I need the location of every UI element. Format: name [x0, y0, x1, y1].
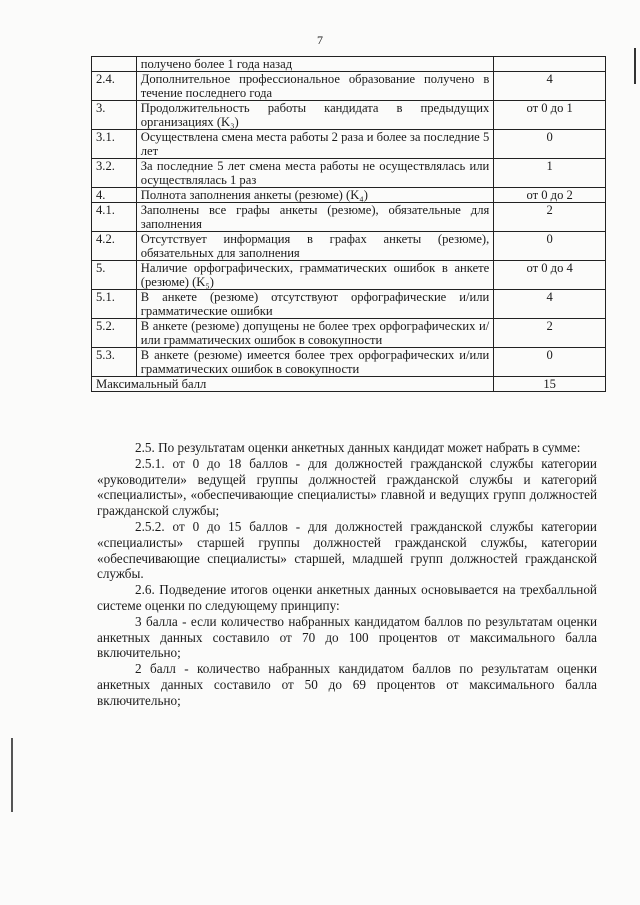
row-score: 0: [494, 232, 606, 261]
paragraph-2-5-2: 2.5.2. от 0 до 15 баллов - для должностей гражданской службы категории «специалисты» старшей группы должностей гражданской службы, категории «обеспечивающие специалисты» старшей, младшей групп должностей гражданской службы.: [97, 518, 597, 582]
row-score: 0: [494, 130, 606, 159]
row-criterion: В анкете (резюме) имеется более трех орфографических и/или грамматических ошибок в совокупности: [136, 348, 494, 377]
document-body: [97, 440, 597, 709]
row-number: 5.3.: [92, 348, 137, 377]
table-row: [92, 348, 606, 377]
row-score: 0: [494, 348, 606, 377]
row-criterion: Полнота заполнения анкеты (резюме) (K₄): [136, 188, 494, 203]
table-row: [92, 232, 606, 261]
paragraph-2-5-1: 2.5.1. от 0 до 18 баллов - для должностей гражданской службы категории «руководители» ведущей группы должностей гражданской службы и категорий «специалисты», «обеспечивающие специалисты» главной и ведущих групп должностей гражданской службы;: [97, 455, 597, 519]
row-score: от 0 до 2: [494, 188, 606, 203]
page-number: 7: [317, 33, 323, 47]
row-number: 4.: [92, 188, 137, 203]
row-criterion: Заполнены все графы анкеты (резюме), обязательные для заполнения: [136, 203, 494, 232]
paragraph-three-points: 3 балла - если количество набранных кандидатом баллов по результатам оценки анкетных данных составило от 70 до 100 процентов от максимального балла включительно;: [97, 613, 597, 661]
total-value: 15: [494, 377, 606, 392]
row-number: 5.: [92, 261, 137, 290]
row-score: 1: [494, 159, 606, 188]
row-score: 4: [494, 290, 606, 319]
row-number: 5.2.: [92, 319, 137, 348]
table-total-row: [92, 377, 606, 392]
row-number: [92, 57, 137, 72]
table-row: [92, 188, 606, 203]
scoring-table: [91, 56, 606, 392]
row-criterion: Отсутствует информация в графах анкеты (резюме), обязательных для заполнения: [136, 232, 494, 261]
row-score: 4: [494, 72, 606, 101]
row-criterion: Дополнительное профессиональное образование получено в течение последнего года: [136, 72, 494, 101]
row-number: 4.2.: [92, 232, 137, 261]
row-number: 3.2.: [92, 159, 137, 188]
row-criterion: Наличие орфографических, грамматических ошибок в анкете (резюме) (K₅): [136, 261, 494, 290]
row-score: 2: [494, 319, 606, 348]
row-number: 3.1.: [92, 130, 137, 159]
paragraph-2-5: 2.5. По результатам оценки анкетных данных кандидат может набрать в сумме:: [135, 440, 581, 455]
table-row: [92, 203, 606, 232]
scan-edge-mark: [634, 48, 636, 84]
table-row: [92, 57, 606, 72]
row-number: 4.1.: [92, 203, 137, 232]
row-criterion: Продолжительность работы кандидата в предыдущих организациях (K₃): [136, 101, 494, 130]
table-row: [92, 290, 606, 319]
row-criterion: За последние 5 лет смена места работы не осуществлялась или осуществлялась 1 раз: [136, 159, 494, 188]
row-number: 5.1.: [92, 290, 137, 319]
row-score: от 0 до 4: [494, 261, 606, 290]
row-score: 2: [494, 203, 606, 232]
paragraph-two-points: 2 балл - количество набранных кандидатом баллов по результатам оценки анкетных данных составило от 50 до 69 процентов от максимального балла включительно;: [97, 661, 597, 708]
table-row: [92, 319, 606, 348]
table-row: [92, 130, 606, 159]
row-criterion: получено более 1 года назад: [136, 57, 494, 72]
table-row: [92, 159, 606, 188]
total-label: Максимальный балл: [92, 377, 494, 392]
paragraph-2-6: 2.6. Подведение итогов оценки анкетных данных основывается на трехбалльной системе оценки по следующему принципу:: [97, 582, 597, 613]
row-criterion: Осуществлена смена места работы 2 раза и более за последние 5 лет: [136, 130, 494, 159]
row-score: от 0 до 1: [494, 101, 606, 130]
row-criterion: В анкете (резюме) отсутствуют орфографические и/или грамматические ошибки: [136, 290, 494, 319]
table-row: [92, 261, 606, 290]
scan-edge-mark: [11, 738, 13, 812]
row-criterion: В анкете (резюме) допущены не более трех орфографических и/или грамматических ошибок в совокупности: [136, 319, 494, 348]
row-score: [494, 57, 606, 72]
table-row: [92, 72, 606, 101]
row-number: 2.4.: [92, 72, 137, 101]
table-row: [92, 101, 606, 130]
row-number: 3.: [92, 101, 137, 130]
